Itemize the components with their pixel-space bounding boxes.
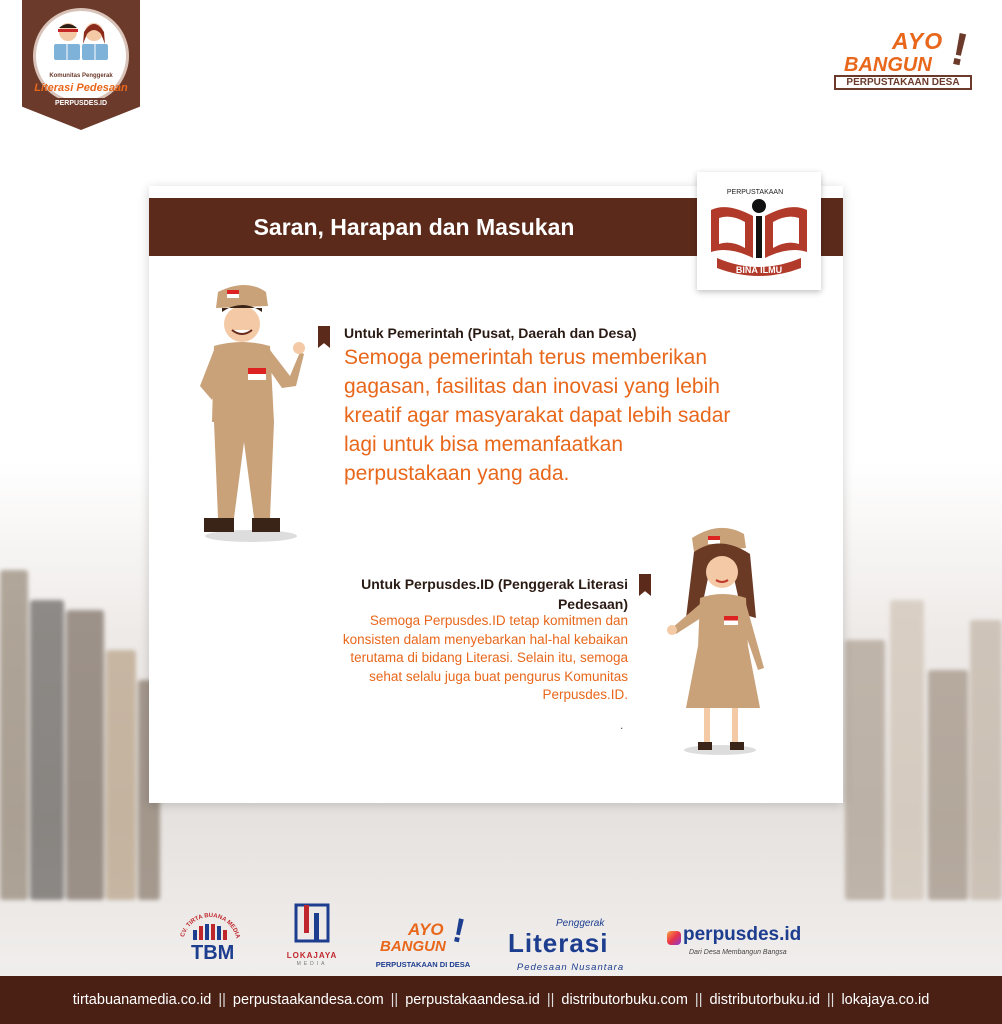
perpusdes-text: perpusdes.id <box>683 924 802 945</box>
badge-line1: Komunitas Penggerak <box>49 73 113 79</box>
perpustakaan-desa-bar: PERPUSTAKAAN DESA <box>834 75 972 90</box>
bina-ilmu-bottom-text: BINA ILMU <box>735 265 783 275</box>
svg-text:CV. TIRTA BUANA MEDIA <box>180 913 241 940</box>
footer-separator: || <box>218 992 226 1008</box>
community-badge-logo <box>22 0 140 130</box>
literasi-top: Penggerak <box>556 918 605 929</box>
badge-line2: Literasi Pedesaan <box>34 82 128 94</box>
kids-reading-icon <box>48 20 114 62</box>
tbm-arc-text: CV. TIRTA BUANA MEDIA <box>179 912 241 940</box>
footer-link[interactable]: perpustakaandesa.id <box>405 992 540 1008</box>
footer-link[interactable]: distributorbuku.com <box>561 992 688 1008</box>
ayo2-exclamation: ! <box>449 911 469 951</box>
footer-link[interactable]: lokajaya.co.id <box>841 992 930 1008</box>
footer-link[interactable]: distributorbuku.id <box>709 992 820 1008</box>
section1-body: Semoga pemerintah terus memberikan gagasan, fasilitas dan inovasi yang lebih kreatif agar masyarakat dapat lebih sadar lagi untuk bisa memanfaatkan perpustakaan yang ada. <box>344 346 731 485</box>
footer-links <box>0 976 1002 1024</box>
ayo-bangun-logo <box>832 18 982 93</box>
footer-bar <box>0 976 1002 1024</box>
bina-ilmu-logo <box>697 172 821 290</box>
footer-link[interactable]: tirtabuanamedia.co.id <box>72 992 212 1008</box>
ayo2-bangun: BANGUN <box>380 938 446 955</box>
section1-title: Untuk Pemerintah (Pusat, Daerah dan Desa) <box>344 325 637 341</box>
bina-ilmu-top-text: PERPUSTAKAAN <box>726 189 784 196</box>
instagram-icon <box>667 931 681 945</box>
ayo2-ayo: AYO <box>408 920 444 939</box>
literasi-main: Literasi <box>508 928 609 958</box>
girl-student-illustration <box>664 518 776 756</box>
section2-title: Untuk Perpusdes.ID (Penggerak Literasi Pedesaan) <box>361 576 628 612</box>
exclamation-mark: ! <box>946 21 973 77</box>
ayo2-bar: PERPUSTAKAAN DI DESA <box>375 960 471 969</box>
footer-separator: || <box>546 992 555 1008</box>
lokajaya-logo <box>272 903 352 969</box>
literasi-sub: Pedesaan Nusantara <box>516 962 625 973</box>
tbm-logo <box>175 904 245 966</box>
ayo-text: AYO <box>892 28 944 54</box>
footer-separator: || <box>390 992 399 1008</box>
tbm-text: TBM <box>191 942 235 964</box>
footer-link[interactable]: perpustaakandesa.com <box>232 992 384 1008</box>
perpusdes-tagline: Dari Desa Membangun Bangsa <box>689 949 787 956</box>
section2-trailing-dot: . <box>620 718 624 732</box>
lokajaya-sub: MEDIA <box>296 961 328 967</box>
bina-ilmu-emblem-icon <box>697 172 821 290</box>
section2-body: Semoga Perpusdes.ID tetap komitmen dan konsisten dalam menyebarkan hal-hal kebaikan terutama di bidang Literasi. Selain itu, semoga sehat selalu juga buat pengurus Komunitas Perpusdes.ID. <box>342 613 628 702</box>
footer-separator: || <box>826 992 835 1008</box>
penggerak-literasi-logo <box>508 918 633 974</box>
page-title: Saran, Harapan dan Masukan <box>253 214 575 240</box>
bangun-text: BANGUN <box>844 54 932 76</box>
footer-separator: || <box>694 992 703 1008</box>
lokajaya-text: LOKAJAYA <box>286 951 338 960</box>
badge-url: PERPUSDES.ID <box>42 98 120 109</box>
ayo-bangun-partner-logo <box>368 910 480 972</box>
boy-student-illustration <box>196 282 311 544</box>
lokajaya-emblem-icon <box>294 903 330 945</box>
perpusdes-logo <box>667 924 807 964</box>
